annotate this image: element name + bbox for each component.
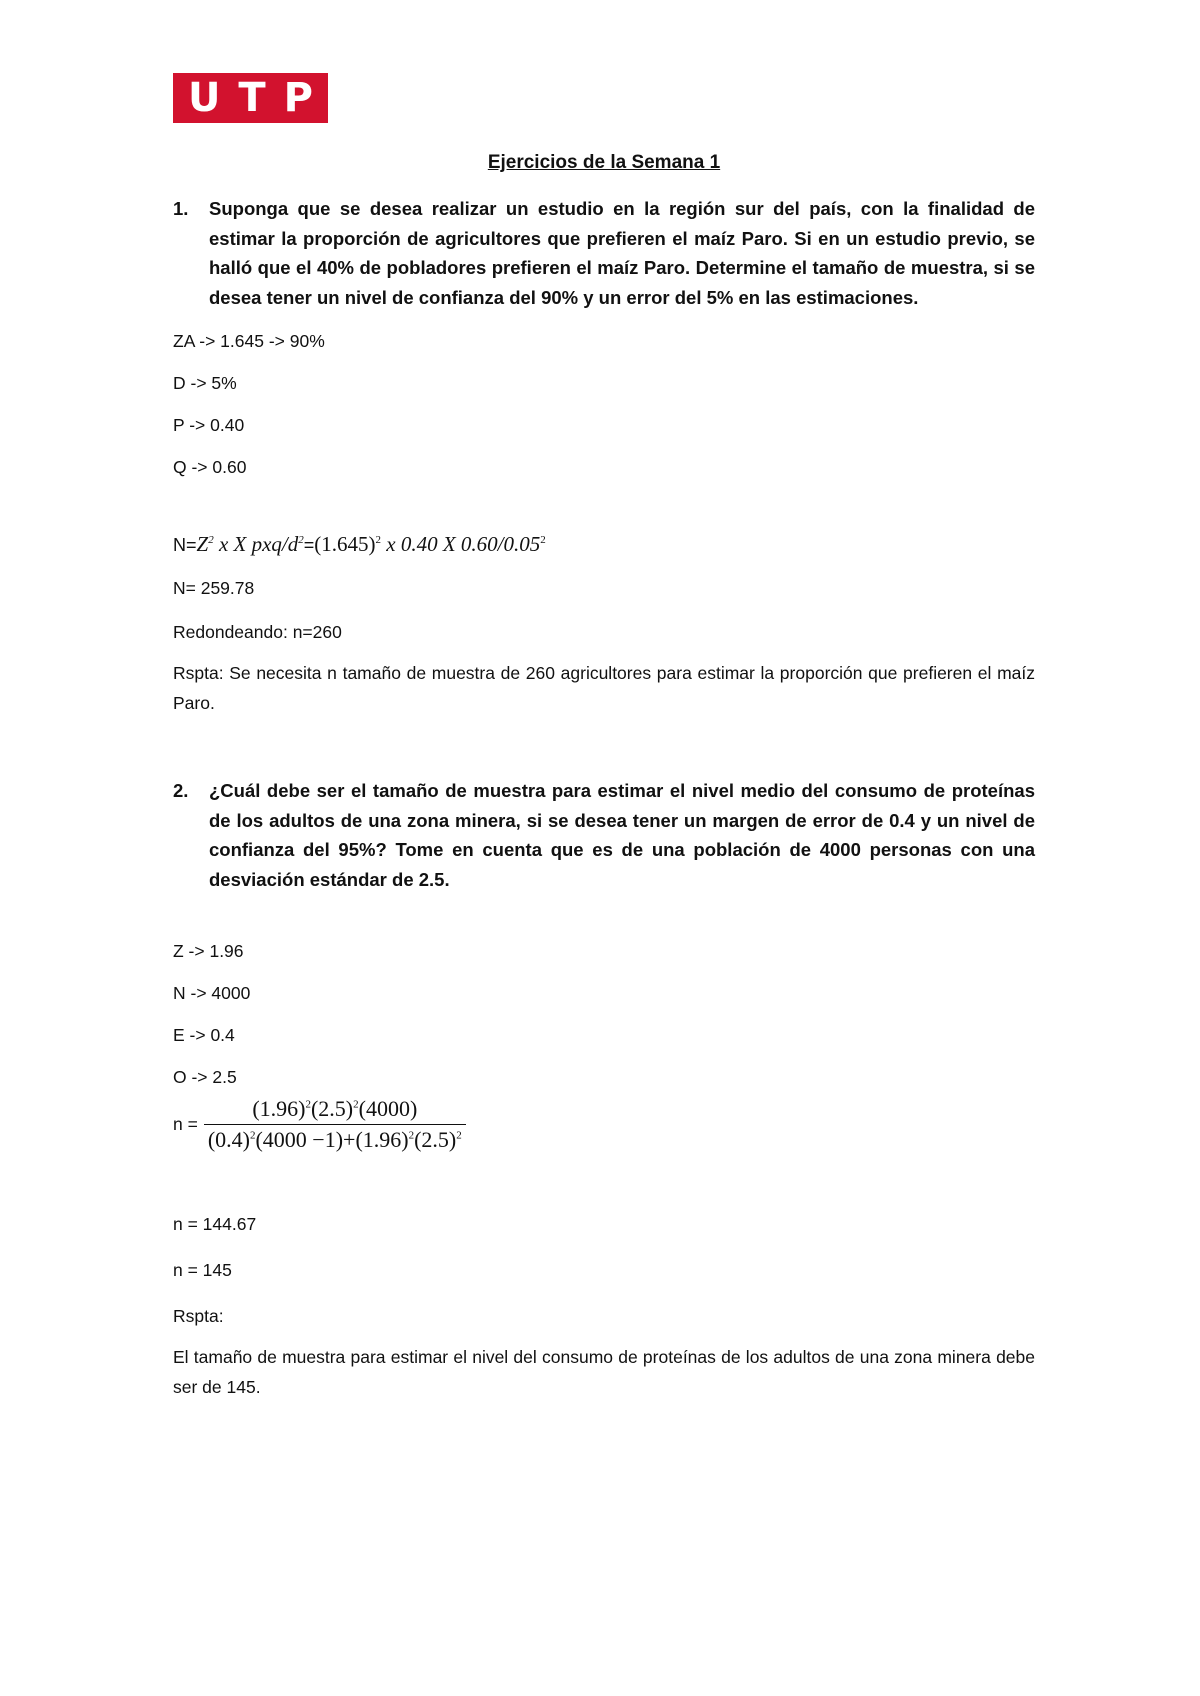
- question-1: [173, 194, 1035, 312]
- q2-answer: El tamaño de muestra para estimar el nivel del consumo de proteínas de los adultos de una zona minera debe ser de 145.: [173, 1347, 1035, 1397]
- utp-logo: [173, 73, 328, 123]
- q1-given-p: P -> 0.40: [173, 415, 245, 435]
- q1-formula-rhs-base: (1.645): [314, 532, 376, 556]
- question-1-text: Suponga que se desea realizar un estudio en la región sur del país, con la finalidad de estimar la proporción de agricultores que prefieren el maíz Paro. Si en un estudio previo, se halló que el 40% de pobladores prefieren el maíz Paro. Determine el tamaño de muestra, si se desea tener un nivel de confianza del 90% y un error del 5% en las estimaciones.: [209, 198, 1035, 308]
- q2-fraction: [204, 1096, 466, 1153]
- q2-num-term: (1.96): [252, 1096, 306, 1121]
- q2-exp: 2: [305, 1098, 311, 1111]
- q1-formula-rhs: x 0.40 X 0.60/0.05: [381, 532, 541, 556]
- q2-result-2: n = 145: [173, 1260, 232, 1280]
- q1-formula-equals: =: [303, 535, 315, 555]
- q2-answer-label: Rspta:: [173, 1306, 224, 1326]
- q2-exp: 2: [408, 1129, 415, 1142]
- q2-numerator: [248, 1096, 421, 1124]
- q1-result: N= 259.78: [173, 578, 255, 598]
- logo-letter-t: T: [238, 75, 266, 121]
- q1-formula-lhs: x X pxq/d: [213, 532, 299, 556]
- q1-formula-z: Z: [196, 532, 209, 556]
- question-2: [173, 776, 1035, 894]
- q2-num-term: (4000): [358, 1096, 418, 1121]
- logo-letter-u: U: [187, 75, 221, 121]
- q2-den-term: (4000 −1)+(1.96): [255, 1127, 409, 1152]
- q1-formula-exp: 2: [208, 534, 214, 546]
- q2-exp: 2: [456, 1129, 462, 1142]
- q1-formula-prefix: N=: [173, 535, 197, 555]
- q1-given-q: Q -> 0.60: [173, 457, 247, 477]
- q1-formula-exp: 2: [375, 534, 382, 546]
- page-title: Ejercicios de la Semana 1: [487, 152, 721, 173]
- q1-rounded: Redondeando: n=260: [173, 622, 342, 642]
- document-body: [173, 152, 1035, 1402]
- q1-formula: [173, 532, 1035, 557]
- q2-exp: 2: [353, 1098, 359, 1111]
- q2-given-n: N -> 4000: [173, 983, 251, 1003]
- q2-den-term: (0.4): [207, 1127, 250, 1152]
- q2-formula-lhs: n =: [173, 1114, 198, 1134]
- q1-formula-exp: 2: [540, 534, 546, 546]
- q2-formula: [173, 1096, 1035, 1153]
- q1-given-za: ZA -> 1.645 -> 90%: [173, 331, 325, 351]
- question-1-number: 1.: [173, 198, 189, 219]
- q2-den-term: (2.5): [414, 1127, 457, 1152]
- q2-exp: 2: [249, 1129, 256, 1142]
- q1-answer: Rspta: Se necesita n tamaño de muestra de 260 agricultores para estimar la proporción que prefieren el maíz Paro.: [173, 663, 1035, 713]
- q1-formula-exp: 2: [298, 534, 304, 546]
- q2-result-1: n = 144.67: [173, 1214, 257, 1234]
- question-2-number: 2.: [173, 780, 189, 801]
- question-2-text: ¿Cuál debe ser el tamaño de muestra para estimar el nivel medio del consumo de proteínas de los adultos de una zona minera, si se desea tener un margen de error de 0.4 y un nivel de confianza del 95%? Tome en cuenta que es de una población de 4000 personas con una desviación estándar de 2.5.: [209, 780, 1035, 890]
- q2-num-term: (2.5): [310, 1096, 354, 1121]
- q1-given-d: D -> 5%: [173, 373, 237, 393]
- q2-denominator: [204, 1124, 466, 1153]
- logo-letter-p: P: [283, 75, 313, 121]
- q2-given-o: O -> 2.5: [173, 1067, 237, 1087]
- q2-given-z: Z -> 1.96: [173, 941, 244, 961]
- q2-given-e: E -> 0.4: [173, 1025, 235, 1045]
